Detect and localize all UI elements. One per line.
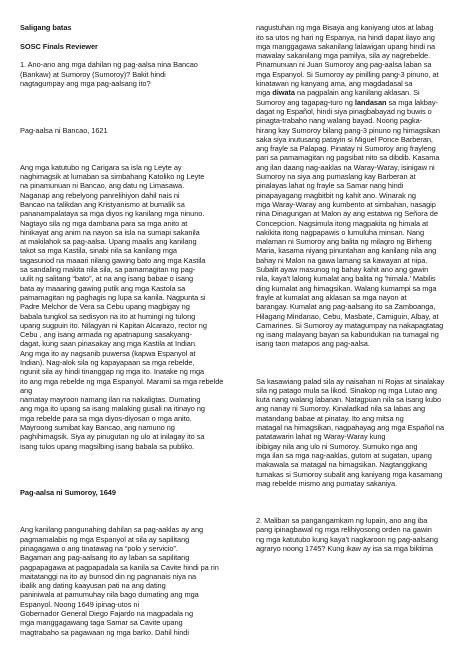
section-body-sumoroy: Ang kanilang pangunahing dahilan sa pag-aaklas ay ang pagmamalabis ng mga Espanyol at sila ay sapilitang pinagagawa o ang tinatawag na “polo y servicio”. Bagaman ang pag-aalsang ito ay laban sa sapilitang pagpapagawa at pagpapadala sa kanila sa Cavite hindi pa rin maitatanggi na ito ay bunsod din ng pagnanais niya na ibalik ang dating kaayusan pati na ang dating paniniwala at pamumuhay nila bago dumating ang mga Espanyol. Noong 1649 ipinag-utos ni Gobernador General Diego Fajardo na magpadala ng mga manggagawang taga Samar sa Cavite upang magtrabaho sa pagawaan ng mga barko. Dahil hindi xyxy=(20,525,219,637)
section-body-bancao: Ang mga katutubo ng Carigara sa isla ng Leyte ay naghimagsik at lumaban sa simbahang Katoliko ng Leyte na pinamunuan ni Bancao, ang datu ng Limasawa. Naganap ang rebelyong panrelihiyon dahil nais ni Bancao na talikdan ang Kristyanismo at bumalik sa pananampalataya sa mga diyos ng kanilang mga ninuno. Nagtayo sila ng mga dambana para sa mga anito at hinikayat ang anim na nayon sa isla na sumapi sakanila at makilahok sa pag-aalsa. Upang maalis ang kanilang takot sa mga Kastila, sinabi nila sa kanilang mga tagasunod na maaari nilang gawing bato ang mga Kastila sa sandaling makita nila sila, sa pamamagitan ng pag- uulit ng salitang “bato”, at na ang isang babae o isang bata ay maaaring gawing putik ang mga Kastola sa pamamagitan ng paghagis ng lupa sa kanila. Nagpunta si Padre Melchor de Vera sa Cebu upang magbigay ng babala tungkol sa sedisyon na ito at humingi ng tulong upang sugpuin ito. Nilagyan ni Kapitan Alcarazo, rector ng Cebu , ang isang armada ng apatnapung sasakyang- dagat, kung saan pinasakay ang mga Kastila at Indian. Ang mga ito ay nagsanib puwersa (kapwa Espanyol at Indian). Nag-alok sila ng kapayapaan sa mga rebelde, ngunit sila ay hindi tinanggap ng mga ito. Inatake ng mga ito ang mga rebelde ng mga Espanyol. Marami sa mga rebelde ang namatay mayroon namang ilan na nakaligtas. Dumating ang mga ito upang sa isang malaking gusali na itinayo ng mga rebelde para sa mga diyos-diyosan o mga anito. Mayroong sumibat kay Bancao, ang namuno ng paghihimagsik. Siya ay pinugutan ng ulo at inilagay ito sa isang tulos upang magsilbing isang babala sa publiko. xyxy=(20,162,224,451)
spacer xyxy=(20,98,225,117)
bold-term-landasan: landasan xyxy=(354,97,387,107)
spacer xyxy=(20,460,225,479)
paragraph-text: na pagpalain ang kanilang aklasan. Si Sumoroy ang tagapag-turo ng xyxy=(256,88,420,107)
spacer xyxy=(20,507,225,516)
document-subtitle: SOSC Finals Reviewer xyxy=(20,41,98,51)
question-2: 2. Maliban sa pangangamkam ng lupain, ano ang iba pang ipinagbawal ng mga relihiyosong orden na gawin ng mga katutubo kung kaya’t nagkaroon ng pag-aalsang agraryo noong 1745? Kung ikaw ay isa sa mga biktima xyxy=(256,516,438,553)
right-column xyxy=(256,14,464,563)
spacer xyxy=(256,358,464,367)
section-heading-sumoroy: Pag-aalsa ni Sumoroy, 1649 xyxy=(20,488,116,498)
section-heading-bancao: Pag-aalsa ni Bancao, 1621 xyxy=(20,125,108,135)
spacer xyxy=(256,497,464,506)
spacer xyxy=(20,144,225,153)
document-title: Saligang batas xyxy=(20,23,72,33)
sumoroy-continuation xyxy=(256,23,464,348)
question-1: 1. Ano-ano ang mga dahilan ng pag-aalsa nina Bancao (Bankaw) at Sumoroy (Sumoroy)? Bakit hindi nagtagumpay ang mga pag-aalsang ito? xyxy=(20,60,198,89)
paragraph-aftermath: Sa kasawiang palad sila ay naisahan ni Rojas at sinalakay sila ng patago mula sa likod. Sinakop ng mga Lutao ang kuta nang walang labanan. Natagpuan nila sa isang kubo ang nanay ni Sumoroy. Kinaladkad nila sa labas ang matandang babae at pinatay. Ito ang mitsa ng matagal na himagsikan, nagpahayag ang mga Español na patatawarin lahat ng Waray-Waray kung ibibigay nila ang ulo ni Sumoroy. Sumuko nga ang mga ilan sa mga nag-aaklas, gutom at sugatan, upang makawala sa matagal na himagsikan. Nagtanggkang tumakas si Sumoroy subalit ang kaniyang mga kasamang mag rebelde mismo ang pumatay sakaniya. xyxy=(256,376,445,488)
bold-term-diwata: diwata xyxy=(272,88,295,98)
left-column xyxy=(20,14,225,646)
paragraph-text: sa mga lakbay- dagat ng Español, hindi siya pinagbabayad ng buwis o pinagta-trabaho nang walang bayad. Noong pagka- hirang kay Sumoroy bilang pang-3 pinuno ng himagsikan saka siya inutusang patayin si Miguel Ponce Barberan, ang frayle sa Palapag. Pinatay ni Sumoroy ang frayleng pari sa pamamagitan ng pagsibat nito sa dibdib. Kasama ang ilan daang nag-aaklas na Waray-Waray, isinigaw ni Sumoroy na siya ang pumaslang kay Barberan at pinalayas lahat ng frayle sa Samar nang hindi pinapayagang magbitbit ng kahit ano. Winarak ng mga Waray-Waray ang kumbento at simbahan, nasagip nina Dinagungan at Malon ay ang estatwa ng Señora de Concepcion. Nagsimula itong magpakita ng himala at nakikita itong nagpapawis o lumuluha minsan. Nang malaman ni Sumoroy ang balita ng milagro ng Birheng Maria, kasama niyang pinuntahan ang kanilang nila ang bahay ni Malon na gawa lamang sa kawayan at nipa. Subalit ayaw masunog ng bahay kahit ano ang gawin nila, kaya't lalong kumalat ang balita ng 'himala.' Mabilis ding kumalat ang himagsikan. Walang kumampi sa mga frayle at kumalat ang aklasan sa mga nayon at barangay. Kumalat ang pag-aalsang ito sa Zamboanga, Hilagang Mindanao, Cebu, Masbate, Camiguin, Albay, at Camarines. Si Sumoroy ay matagumpay na nakapagtatag ng isang malayang bayan sa kabundukan na tumagal ng isang taon matapos ang pag-aalsa. xyxy=(256,97,444,349)
paragraph-text: nagustuhan ng mga Bisaya ang kaniyang utos at labag ito sa utos ng hari ng Espanya, na hindi dapat ilayo ang mga manggagawa sakanilang lalawigan upang hindi na mawalay sakanilang mga pamilya, sila ay nagrebelde. Pinamunuan ni Juan Sumoroy ang pag-aalsa laban sa mga Espanyol. Si Sumoroy ay pinilling pang-3 pinuno, at kinatawan ng kanyang ama, ang magdadasal sa mga xyxy=(256,23,439,98)
